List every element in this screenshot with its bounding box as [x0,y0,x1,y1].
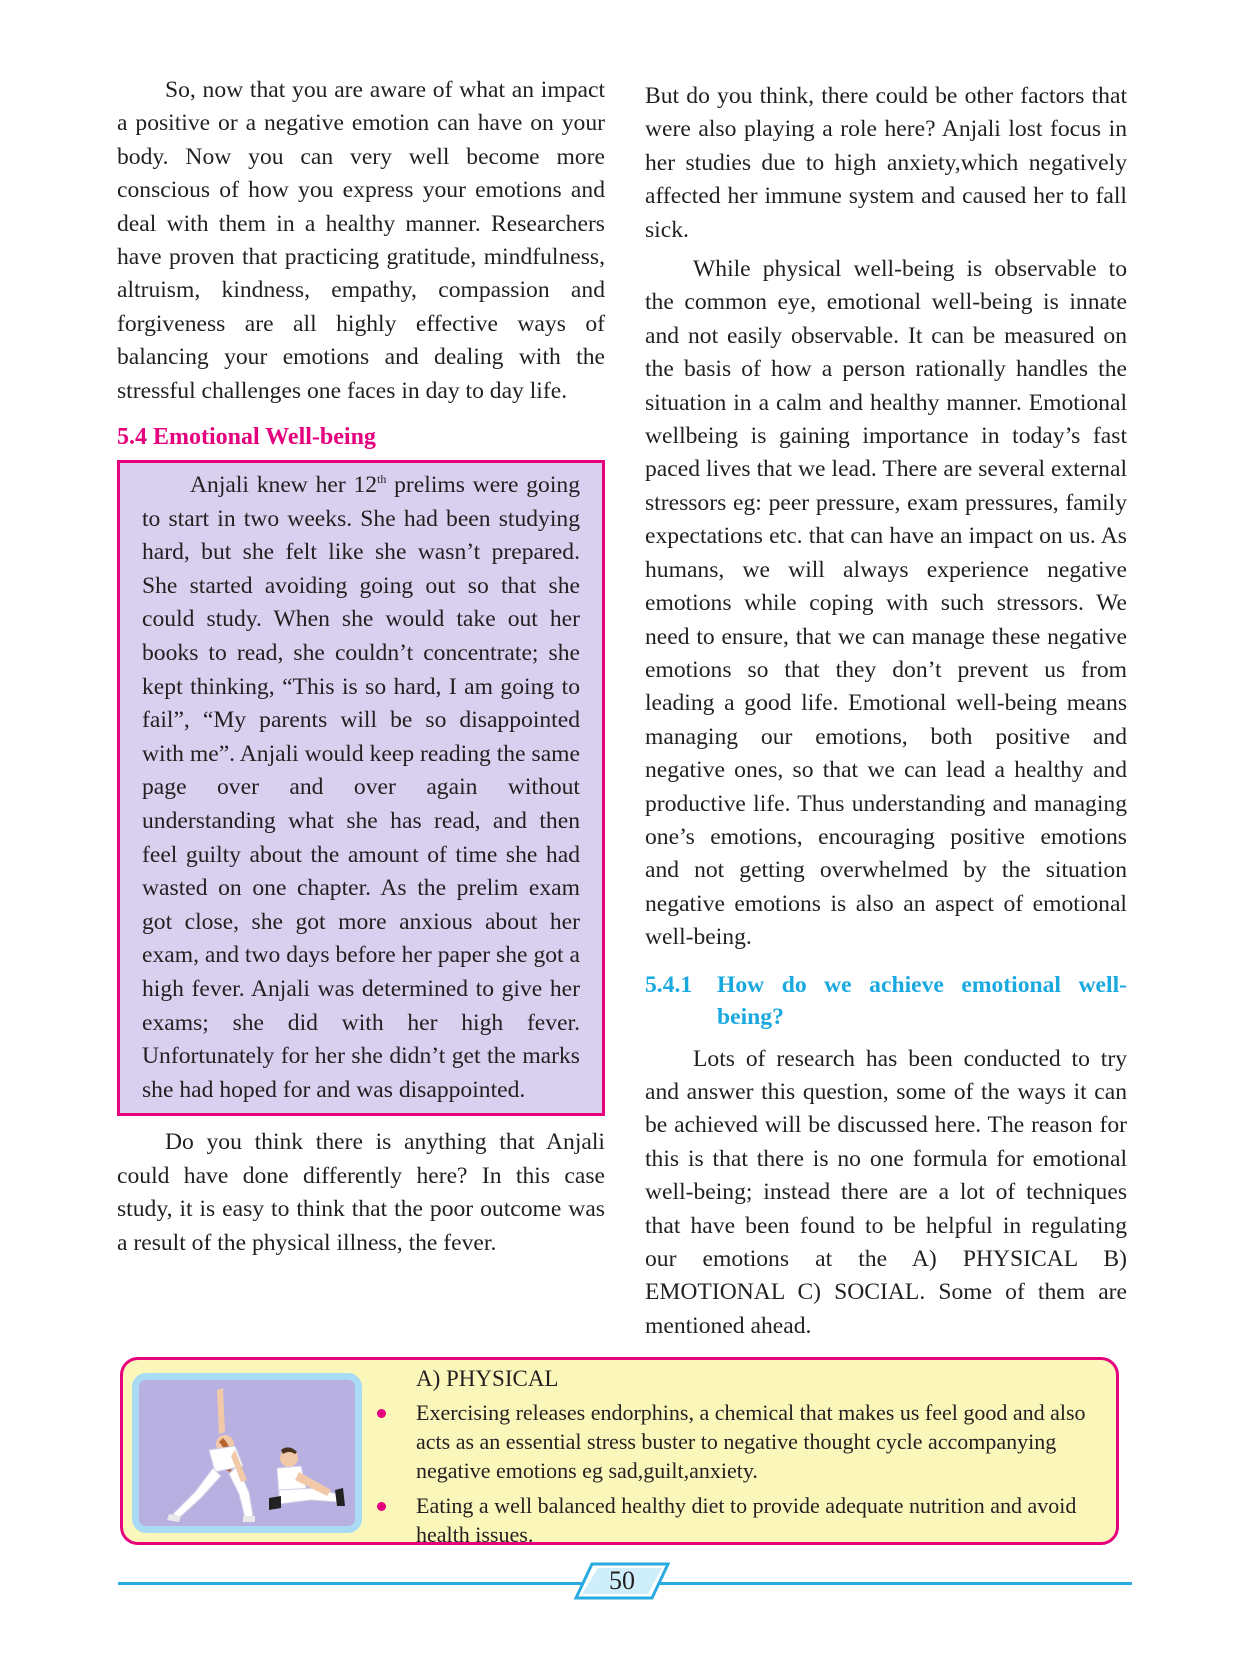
exercise-illustration [132,1373,362,1533]
case-study-box [117,460,605,1116]
right-column [645,80,1127,1343]
exercise-figures-icon [139,1380,355,1526]
question-paragraph: Do you think there is anything that Anjali could have done differently here? In this case study, it is easy to think that the poor outcome was a result of the physical illness, the fever. [117,1129,605,1256]
physical-box [120,1357,1119,1545]
research-paragraph: Lots of research has been conducted to try and answer this question, some of the ways it can be achieved will be discussed here. The reason for this is that there is no one formula for emotional well-being; instead there are a lot of techniques that have been found to be helpful in regulating our emotions at the A) PHYSICAL B) EMOTIONAL C) SOCIAL. Some of them are mentioned ahead. [645,1045,1127,1339]
bullet-text: Eating a well balanced healthy diet to provide adequate nutrition and avoid health issues. [416,1493,1077,1547]
continuation-paragraph: But do you think, there could be other factors that were also playing a role here? Anjali lost focus in her studies due to high anxiety,which negatively affected her immune system and caused her to fall sick. [645,83,1127,243]
physical-bullet-list [416,1398,1098,1555]
case-study-rest: prelims were going to start in two weeks. She had been studying hard, but she felt like she wasn’t prepared. She started avoiding going out so that she could study. When she would take out her books to read, she couldn’t concentrate; she kept thinking, “This is so hard, I am going to fail”, “My parents will be so disappointed with me”. Anjali would keep reading the same page over and over again without understanding what she has read, and then feel guilty about the amount of time she had wasted on one chapter. As the prelim exam got close, she got more anxious about her exam, and two days before her paper she got a high fever. Anjali was determined to give her exams; she did with her high fever. Unfortunately for her she didn’t get the marks she had hoped for and was disappointed. [142,472,580,1103]
bullet-text: Exercising releases endorphins, a chemical that makes us feel good and also acts as an essential stress buster to negative thought cycle accompanying negative emotions eg sad,guilt,anxiety. [416,1400,1086,1483]
bullet-icon [377,1502,386,1511]
list-item [416,1491,1098,1549]
bullet-icon [377,1409,386,1418]
case-study-superscript: th [377,472,387,487]
subsection-heading: How do we achieve emotional well-being? [717,971,1127,1030]
page-number: 50 [609,1566,635,1595]
wellbeing-paragraph: While physical well-being is observable to the common eye, emotional well-being is innate and not easily observable. It can be measured on the basis of how a person rationally handles the situation in a calm and healthy manner. Emotional wellbeing is gaining importance in today’s fast paced lives that we lead. There are several external stressors eg: peer pressure, exam pressures, family expectations etc. that can have an impact on us. As humans, we will always experience negative emotions while coping with such stressors. We need to ensure, that we can manage these negative emotions so that they don’t prevent us from leading a good life. Emotional well-being means managing our emotions, both positive and negative ones, so that we can lead a healthy and productive life. Thus understanding and managing one’s emotions, encouraging positive emotions and not getting overwhelmed by the situation negative emotions is also an aspect of emotional well-being. [645,256,1127,951]
subsection-title [645,969,1127,1033]
subsection-number: 5.4.1 [645,971,693,998]
case-study-lead: Anjali knew her 12 [190,472,378,499]
section-title: 5.4 Emotional Well-being [117,424,376,451]
left-column [117,74,605,1260]
case-study-text [142,469,580,1107]
intro-paragraph: So, now that you are aware of what an impact a positive or a negative emotion can have on your body. Now you can very well become more conscious of how you express your emotions and deal with them in a healthy manner. Researchers have proven that practicing gratitude, mindfulness, altruism, kindness, empathy, compassion and forgiveness are all highly effective ways of balancing your emotions and dealing with the stressful challenges one faces in day to day life. [117,77,605,404]
list-item [416,1398,1098,1485]
page-number-badge [574,1562,670,1600]
physical-heading: A) PHYSICAL [416,1366,559,1391]
